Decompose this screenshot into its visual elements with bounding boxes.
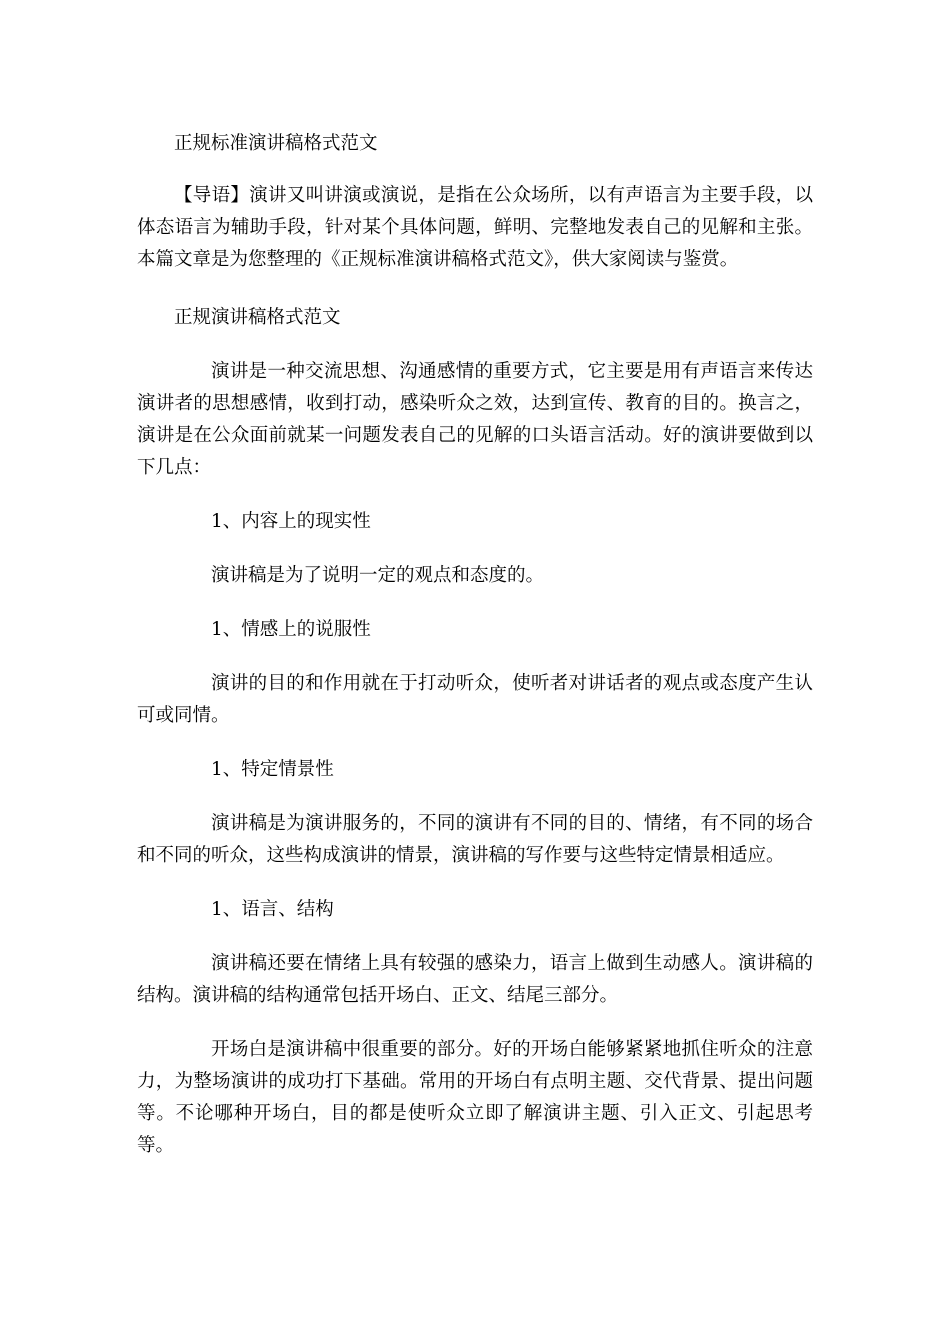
list-item-heading: 1、语言、结构	[211, 899, 334, 920]
body-paragraph: 演讲是一种交流思想、沟通感情的重要方式，它主要是用有声语言来传达演讲者的思想感情，收到打动，感染听众之效，达到宣传、教育的目的。换言之，演讲是在公众面前就某一问题发表自己的见解的口头语言活动。好的演讲要做到以下几点：	[137, 361, 813, 478]
body-paragraph: 演讲稿还要在情绪上具有较强的感染力，语言上做到生动感人。演讲稿的结构。演讲稿的结构通常包括开场白、正文、结尾三部分。	[137, 953, 813, 1006]
list-item-heading: 1、特定情景性	[211, 759, 334, 780]
body-paragraph: 演讲稿是为了说明一定的观点和态度的。	[211, 565, 545, 586]
body-paragraph: 演讲的目的和作用就在于打动听众，使听者对讲话者的观点或态度产生认可或同情。	[137, 673, 813, 726]
body-paragraph: 开场白是演讲稿中很重要的部分。好的开场白能够紧紧地抓住听众的注意力，为整场演讲的成功打下基础。常用的开场白有点明主题、交代背景、提出问题等。不论哪种开场白，目的都是使听众立即了解演讲主题、引入正文、引起思考等。	[137, 1039, 813, 1156]
intro-paragraph: 【导语】演讲又叫讲演或演说，是指在公众场所，以有声语言为主要手段，以体态语言为辅助手段，针对某个具体问题，鲜明、完整地发表自己的见解和主张。本篇文章是为您整理的《正规标准演讲稿格式范文》，供大家阅读与鉴赏。	[137, 185, 813, 270]
body-paragraph: 演讲稿是为演讲服务的，不同的演讲有不同的目的、情绪，有不同的场合和不同的听众，这些构成演讲的情景，演讲稿的写作要与这些特定情景相适应。	[137, 813, 813, 866]
document-page	[137, 128, 813, 1184]
list-item-heading: 1、内容上的现实性	[211, 511, 371, 532]
section-heading: 正规演讲稿格式范文	[174, 307, 341, 328]
list-item-heading: 1、情感上的说服性	[211, 619, 371, 640]
document-title: 正规标准演讲稿格式范文	[174, 133, 378, 154]
